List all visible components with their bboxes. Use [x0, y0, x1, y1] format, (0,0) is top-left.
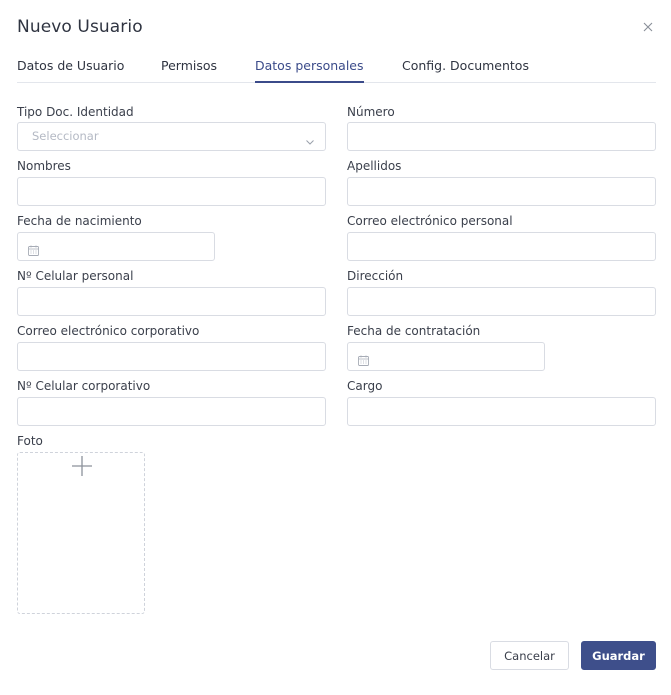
- celular-corporativo-input[interactable]: [17, 397, 326, 426]
- direccion-input[interactable]: [347, 287, 656, 316]
- correo-personal-label: Correo electrónico personal: [347, 214, 513, 228]
- tab-config-documentos[interactable]: Config. Documentos: [402, 58, 529, 73]
- cargo-label: Cargo: [347, 379, 383, 393]
- numero-input[interactable]: [347, 122, 656, 151]
- save-button[interactable]: Guardar: [581, 641, 656, 670]
- fecha-contratacion-picker[interactable]: [347, 342, 545, 371]
- calendar-icon: [28, 241, 39, 252]
- cargo-input[interactable]: [347, 397, 656, 426]
- direccion-label: Dirección: [347, 269, 404, 283]
- photo-upload-area[interactable]: [17, 452, 145, 614]
- nombres-input[interactable]: [17, 177, 326, 206]
- tab-bar: [17, 56, 656, 83]
- apellidos-input[interactable]: [347, 177, 656, 206]
- calendar-icon: [358, 351, 369, 362]
- cancel-button[interactable]: Cancelar: [490, 641, 569, 670]
- chevron-down-icon: [305, 132, 315, 142]
- fecha-nacimiento-label: Fecha de nacimiento: [17, 214, 142, 228]
- correo-corporativo-input[interactable]: [17, 342, 326, 371]
- tipo-doc-label: Tipo Doc. Identidad: [17, 105, 134, 119]
- tab-datos-personales[interactable]: Datos personales: [255, 58, 364, 83]
- celular-personal-input[interactable]: [17, 287, 326, 316]
- celular-corporativo-label: Nº Celular corporativo: [17, 379, 151, 393]
- celular-personal-label: Nº Celular personal: [17, 269, 134, 283]
- tipo-doc-placeholder: Seleccionar: [32, 129, 99, 143]
- apellidos-label: Apellidos: [347, 159, 402, 173]
- dialog-title: Nuevo Usuario: [17, 17, 143, 37]
- tipo-doc-select[interactable]: [17, 122, 326, 151]
- nombres-label: Nombres: [17, 159, 71, 173]
- foto-label: Foto: [17, 434, 43, 448]
- close-icon[interactable]: [641, 20, 655, 34]
- tab-datos-usuario[interactable]: Datos de Usuario: [17, 58, 125, 73]
- numero-label: Número: [347, 105, 395, 119]
- correo-corporativo-label: Correo electrónico corporativo: [17, 324, 200, 338]
- fecha-nacimiento-picker[interactable]: [17, 232, 215, 261]
- fecha-contratacion-label: Fecha de contratación: [347, 324, 481, 338]
- tab-permisos[interactable]: Permisos: [161, 58, 218, 73]
- correo-personal-input[interactable]: [347, 232, 656, 261]
- plus-icon: [71, 455, 93, 477]
